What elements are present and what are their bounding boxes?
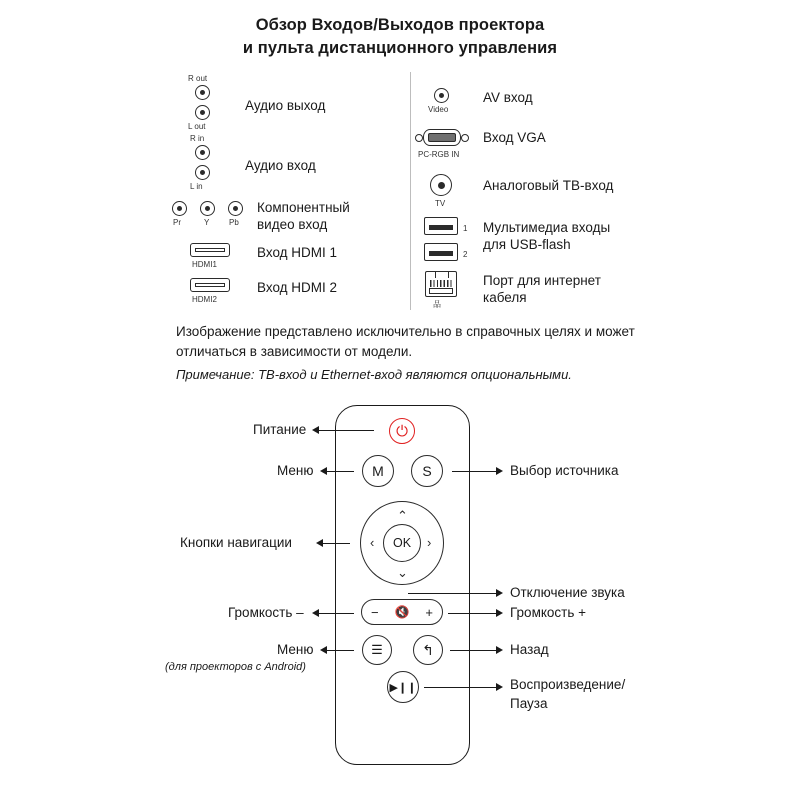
usb-port-icon — [424, 217, 458, 235]
vga-screw-left — [415, 134, 423, 142]
port-label-tv: Аналоговый ТВ-вход — [483, 178, 614, 193]
remote-control-diagram — [0, 395, 800, 795]
port-label-audio-out: Аудио выход — [245, 98, 326, 113]
port-caption-hdmi2: HDMI2 — [192, 295, 217, 304]
hamburger-menu-icon: ☰ — [371, 642, 383, 657]
leader-line-volume-minus — [318, 613, 354, 614]
menu-m-label: M — [372, 463, 384, 479]
callout-play-pause-line1: Воспроизведение/ — [510, 677, 626, 692]
usb-port-icon — [424, 243, 458, 261]
remote-source-button[interactable] — [411, 455, 443, 487]
remote-ok-button[interactable] — [383, 524, 421, 562]
leader-line-volume-plus — [448, 613, 496, 614]
rj45-ethernet-port-icon — [425, 271, 457, 297]
port-label-usb-line1: Мультимедиа входы — [483, 220, 611, 235]
callout-menu: Меню — [277, 463, 314, 478]
dpad-down-icon[interactable]: ⌄ — [397, 565, 408, 580]
leader-line-navigation — [322, 543, 350, 544]
port-label-av-in: AV вход — [483, 90, 533, 105]
mute-icon[interactable]: 🔇 — [394, 605, 410, 619]
callout-menu-android-sub: (для проекторов с Android) — [165, 661, 306, 673]
back-arrow-icon: ↰ — [422, 641, 434, 658]
usb-port-number-1: 1 — [463, 224, 468, 233]
rca-jack-icon — [195, 165, 210, 180]
port-label-component-video-line1: Компонентный — [257, 200, 350, 215]
callout-power: Питание — [253, 422, 307, 437]
page-title-line1: Обзор Входов/Выходов проектора — [255, 16, 545, 34]
dpad-right-icon[interactable]: › — [427, 535, 432, 550]
jack-label-pb: Pb — [229, 218, 239, 227]
remote-dpad[interactable] — [360, 501, 444, 585]
jack-label-l-out: L out — [188, 122, 206, 131]
port-caption-tv: TV — [435, 199, 446, 208]
port-label-vga: Вход VGA — [483, 130, 546, 145]
source-s-label: S — [422, 463, 432, 479]
volume-plus-button[interactable]: + — [425, 604, 433, 620]
leader-line-play-pause — [424, 687, 496, 688]
remote-back-button[interactable] — [413, 635, 443, 665]
jack-label-l-in: L in — [190, 182, 203, 191]
port-label-usb-line2: для USB-flash — [483, 237, 571, 252]
jack-label-y: Y — [204, 218, 210, 227]
callout-volume-minus: Громкость – — [228, 605, 304, 620]
callout-mute: Отключение звука — [510, 585, 625, 600]
leader-line-source — [452, 471, 496, 472]
ethernet-symbol: 品 — [433, 300, 441, 309]
dpad-left-icon[interactable]: ‹ — [370, 535, 375, 550]
callout-back: Назад — [510, 642, 549, 657]
footnote-optional-ports: Примечание: ТВ-вход и Ethernet-вход являются опциональными. — [176, 367, 572, 382]
ports-right-column — [410, 72, 660, 312]
leader-line-power — [318, 430, 374, 431]
page-title-line2: и пульта дистанционного управления — [242, 39, 558, 57]
ok-label: OK — [392, 536, 412, 550]
rca-jack-icon — [228, 201, 243, 216]
jack-label-r-in: R in — [190, 134, 205, 143]
callout-volume-plus: Громкость + — [510, 605, 587, 620]
remote-play-pause-button[interactable] — [387, 671, 419, 703]
callout-menu-android: Меню — [277, 642, 314, 657]
port-caption-video: Video — [428, 105, 449, 114]
remote-volume-bar[interactable] — [361, 599, 443, 625]
leader-line-mute — [408, 593, 496, 594]
rca-jack-icon — [195, 145, 210, 160]
volume-minus-button[interactable]: − — [371, 604, 379, 620]
leader-arrow-source — [496, 467, 503, 475]
disclaimer-line1: Изображение представлено исключительно в справочных целях и может — [176, 324, 635, 339]
rca-jack-icon — [195, 85, 210, 100]
leader-arrow-power — [312, 426, 319, 434]
remote-menu-button[interactable] — [362, 455, 394, 487]
leader-arrow-volume-plus — [496, 609, 503, 617]
leader-arrow-menu-android — [320, 646, 327, 654]
rj45-notch — [435, 271, 449, 278]
leader-arrow-play-pause — [496, 683, 503, 691]
rj45-base — [429, 288, 453, 294]
port-label-ethernet-line2: кабеля — [483, 290, 527, 305]
leader-arrow-mute — [496, 589, 503, 597]
leader-line-back — [450, 650, 496, 651]
dpad-up-icon[interactable]: ⌃ — [397, 508, 408, 523]
port-label-audio-in: Аудио вход — [245, 158, 316, 173]
port-caption-pc-rgb-in: PC-RGB IN — [418, 150, 460, 159]
coax-tv-port-icon — [430, 174, 452, 196]
leader-arrow-menu — [320, 467, 327, 475]
disclaimer-line2: отличаться в зависимости от модели. — [176, 344, 413, 359]
port-label-hdmi1: Вход HDMI 1 — [257, 245, 338, 260]
jack-label-pr: Pr — [173, 218, 181, 227]
remote-power-button[interactable] — [389, 418, 415, 444]
ports-overview — [160, 72, 660, 312]
rca-video-jack-icon — [434, 88, 449, 103]
jack-label-r-out: R out — [188, 74, 208, 83]
vga-screw-right — [461, 134, 469, 142]
power-icon: ⏻ — [396, 422, 408, 440]
page-title — [0, 14, 800, 60]
hdmi-port-icon — [190, 278, 230, 292]
callout-navigation: Кнопки навигации — [180, 535, 292, 550]
port-label-ethernet-line1: Порт для интернет — [483, 273, 601, 288]
callout-source: Выбор источника — [510, 463, 619, 478]
rca-jack-icon — [195, 105, 210, 120]
remote-body — [335, 405, 470, 765]
leader-line-menu — [326, 471, 354, 472]
leader-arrow-navigation — [316, 539, 323, 547]
leader-arrow-volume-minus — [312, 609, 319, 617]
port-label-component-video-line2: видео вход — [257, 217, 328, 232]
rca-jack-icon — [200, 201, 215, 216]
rca-jack-icon — [172, 201, 187, 216]
play-pause-icon: ▶❙❙ — [389, 681, 417, 694]
rj45-pins — [430, 280, 452, 287]
hdmi-port-icon — [190, 243, 230, 257]
port-label-hdmi2: Вход HDMI 2 — [257, 280, 338, 295]
vga-port-icon — [415, 128, 469, 148]
leader-arrow-back — [496, 646, 503, 654]
port-caption-hdmi1: HDMI1 — [192, 260, 217, 269]
vga-pins — [428, 133, 456, 142]
callout-play-pause-line2: Пауза — [510, 696, 548, 711]
usb-port-number-2: 2 — [463, 250, 468, 259]
leader-line-menu-android — [326, 650, 354, 651]
ports-left-column — [160, 72, 410, 312]
remote-android-menu-button[interactable] — [362, 635, 392, 665]
